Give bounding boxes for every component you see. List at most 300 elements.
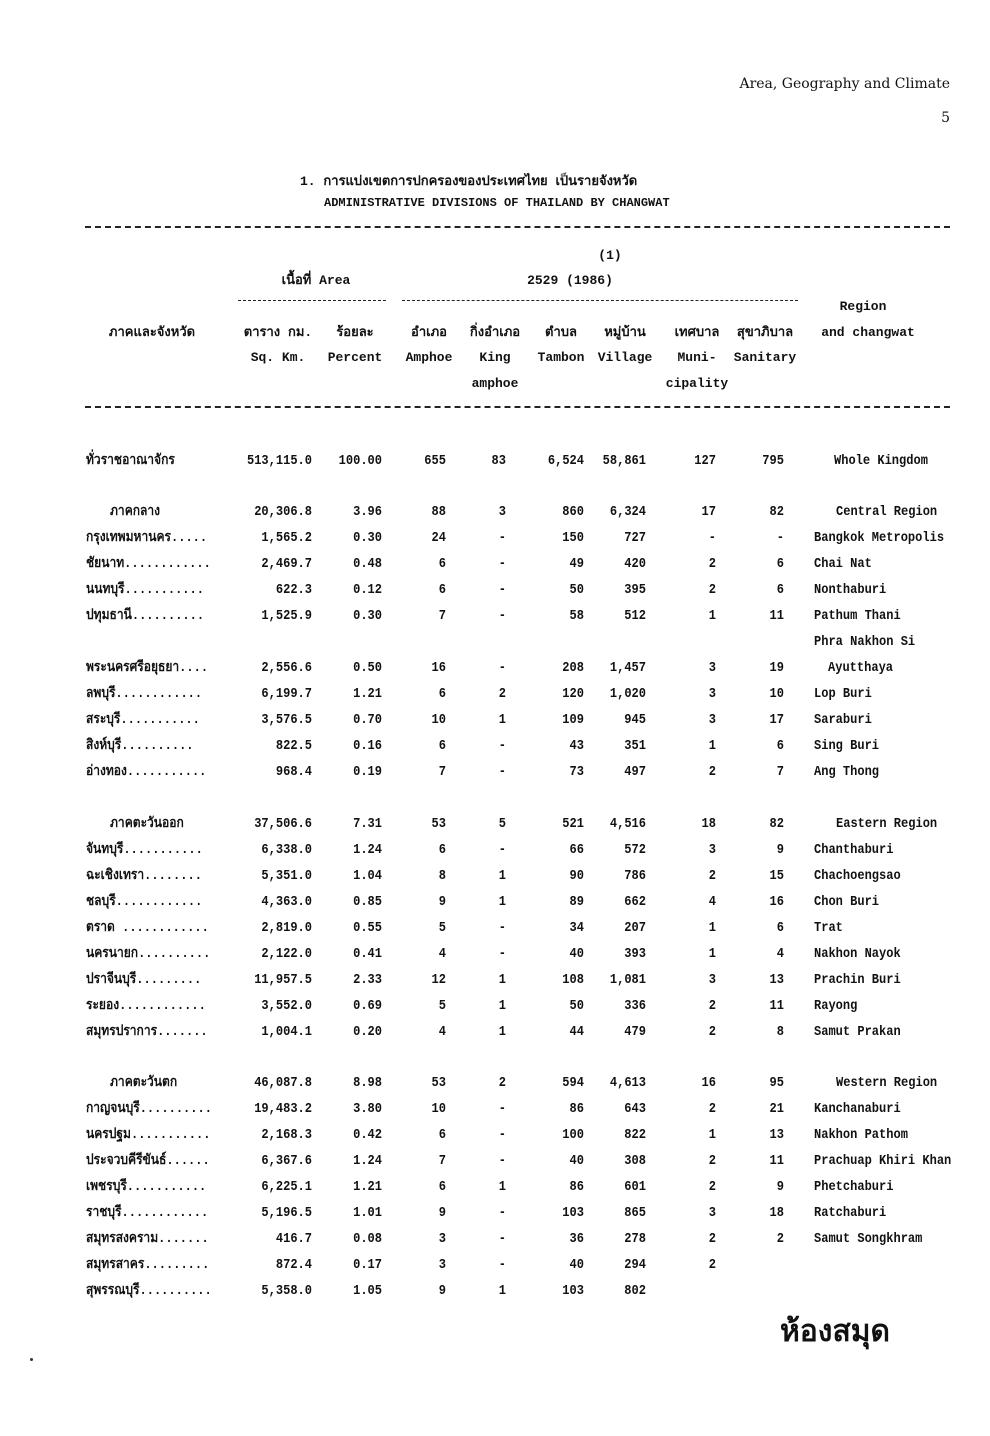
cell-village: 1,457 xyxy=(609,660,646,676)
cell-village: 662 xyxy=(624,894,646,910)
cell-tambon: 40 xyxy=(569,1257,584,1273)
cell-king: 1 xyxy=(498,868,506,884)
table-row xyxy=(0,499,990,525)
cell-village: 1,081 xyxy=(609,972,646,988)
cell-amphoe: 53 xyxy=(431,816,446,832)
cell-pct: 3.80 xyxy=(353,1101,382,1117)
cell-pct: 0.30 xyxy=(353,530,382,546)
cell-pct: 0.50 xyxy=(353,660,382,676)
cell-th: สมุทรสาคร......... xyxy=(86,1257,210,1273)
cell-amphoe: 3 xyxy=(438,1257,446,1273)
cell-en: Phra Nakhon Si xyxy=(814,634,916,650)
cell-en: Kanchanaburi xyxy=(814,1101,901,1117)
cell-sanitary: 95 xyxy=(769,1075,784,1091)
cell-pct: 0.69 xyxy=(353,998,382,1014)
cell-sanitary: 7 xyxy=(776,764,784,780)
table-row xyxy=(0,1252,990,1278)
cell-muni: 3 xyxy=(708,972,716,988)
cell-en: Rayong xyxy=(814,998,858,1014)
header-sqkm-english: Sq. Km. xyxy=(250,350,306,365)
cell-area: 6,367.6 xyxy=(261,1153,312,1169)
cell-th: พระนครศรีอยุธยา.... xyxy=(86,660,209,676)
cell-sanitary: 9 xyxy=(776,842,784,858)
cell-muni: 127 xyxy=(694,453,716,469)
cell-village: 479 xyxy=(624,1024,646,1040)
cell-pct: 100.00 xyxy=(338,453,382,469)
cell-amphoe: 24 xyxy=(431,530,446,546)
header-bottom-rule xyxy=(85,406,950,408)
cell-pct: 8.98 xyxy=(353,1075,382,1091)
cell-amphoe: 6 xyxy=(438,738,446,754)
cell-amphoe: 6 xyxy=(438,556,446,572)
cell-amphoe: 10 xyxy=(431,1101,446,1117)
cell-area: 822.5 xyxy=(275,738,312,754)
table-row xyxy=(0,577,990,603)
table-title-english: ADMINISTRATIVE DIVISIONS OF THAILAND BY CHANGWAT xyxy=(324,196,670,210)
cell-pct: 0.20 xyxy=(353,1024,382,1040)
cell-muni: - xyxy=(708,530,716,546)
cell-king: - xyxy=(498,764,506,780)
cell-sanitary: 6 xyxy=(776,738,784,754)
cell-king: - xyxy=(498,946,506,962)
cell-village: 4,613 xyxy=(609,1075,646,1091)
cell-king: 1 xyxy=(498,894,506,910)
cell-tambon: 73 xyxy=(569,764,584,780)
cell-amphoe: 10 xyxy=(431,712,446,728)
table-row xyxy=(0,707,990,733)
cell-area: 6,199.7 xyxy=(261,686,312,702)
cell-sanitary: 11 xyxy=(769,998,784,1014)
cell-village: 6,324 xyxy=(609,504,646,520)
cell-muni: 1 xyxy=(708,608,716,624)
cell-tambon: 86 xyxy=(569,1101,584,1117)
cell-tambon: 86 xyxy=(569,1179,584,1195)
cell-th: สิงห์บุรี.......... xyxy=(86,738,194,754)
cell-sanitary: 2 xyxy=(776,1231,784,1247)
cell-king: 1 xyxy=(498,1179,506,1195)
cell-muni: 1 xyxy=(708,920,716,936)
cell-th: เพชรบุรี........... xyxy=(86,1179,207,1195)
cell-sanitary: 11 xyxy=(769,608,784,624)
cell-pct: 1.21 xyxy=(353,686,382,702)
cell-en: Chai Nat xyxy=(814,556,872,572)
page-section-title: Area, Geography and Climate xyxy=(739,76,950,92)
cell-sanitary: 6 xyxy=(776,582,784,598)
cell-th: ทั่วราชอาณาจักร xyxy=(86,453,175,469)
cell-pct: 1.01 xyxy=(353,1205,382,1221)
table-row xyxy=(0,1226,990,1252)
cell-area: 1,525.9 xyxy=(261,608,312,624)
cell-th: จันทบุรี........... xyxy=(86,842,203,858)
cell-amphoe: 5 xyxy=(438,998,446,1014)
cell-king: 1 xyxy=(498,998,506,1014)
cell-amphoe: 12 xyxy=(431,972,446,988)
cell-th: ลพบุรี............ xyxy=(86,686,203,702)
cell-en: Prachuap Khiri Khan xyxy=(814,1153,952,1169)
cell-village: 945 xyxy=(624,712,646,728)
cell-sanitary: 6 xyxy=(776,556,784,572)
cell-area: 968.4 xyxy=(275,764,312,780)
header-sanitary-english: Sanitary xyxy=(733,350,797,365)
cell-area: 46,087.8 xyxy=(254,1075,312,1091)
cell-village: 207 xyxy=(624,920,646,936)
cell-pct: 1.04 xyxy=(353,868,382,884)
header-king-english-2: amphoe xyxy=(471,376,519,391)
cell-tambon: 58 xyxy=(569,608,584,624)
cell-th: กรุงเทพมหานคร..... xyxy=(86,530,208,546)
cell-area: 37,506.6 xyxy=(254,816,312,832)
cell-muni: 2 xyxy=(708,1024,716,1040)
cell-th: อ่างทอง........... xyxy=(86,764,207,780)
table-row xyxy=(0,1122,990,1148)
cell-th: สุพรรณบุรี.......... xyxy=(86,1283,212,1299)
cell-pct: 0.12 xyxy=(353,582,382,598)
cell-muni: 16 xyxy=(701,1075,716,1091)
cell-amphoe: 4 xyxy=(438,946,446,962)
cell-area: 5,196.5 xyxy=(261,1205,312,1221)
cell-king: - xyxy=(498,1101,506,1117)
cell-th: ตราด ............ xyxy=(86,920,209,936)
table-row xyxy=(0,811,990,837)
table-row xyxy=(0,1096,990,1122)
table-row xyxy=(0,603,990,629)
header-tambon-english: Tambon xyxy=(537,350,585,365)
table-row xyxy=(0,1200,990,1226)
cell-th: ปทุมธานี.......... xyxy=(86,608,205,624)
cell-village: 822 xyxy=(624,1127,646,1143)
cell-en: Eastern Region xyxy=(836,816,938,832)
cell-area: 2,556.6 xyxy=(261,660,312,676)
cell-area: 2,122.0 xyxy=(261,946,312,962)
cell-sanitary: 19 xyxy=(769,660,784,676)
cell-pct: 0.41 xyxy=(353,946,382,962)
cell-muni: 17 xyxy=(701,504,716,520)
library-stamp: ห้องสมุด xyxy=(780,1314,891,1349)
cell-village: 308 xyxy=(624,1153,646,1169)
cell-en: Bangkok Metropolis xyxy=(814,530,945,546)
cell-village: 393 xyxy=(624,946,646,962)
cell-area: 513,115.0 xyxy=(246,453,312,469)
cell-en: Whole Kingdom xyxy=(834,453,928,469)
cell-area: 622.3 xyxy=(275,582,312,598)
cell-sanitary: 82 xyxy=(769,816,784,832)
cell-amphoe: 6 xyxy=(438,582,446,598)
cell-muni: 2 xyxy=(708,1231,716,1247)
table-row xyxy=(0,1174,990,1200)
cell-amphoe: 3 xyxy=(438,1231,446,1247)
header-village-thai: หมู่บ้าน xyxy=(604,325,646,340)
cell-en: Chon Buri xyxy=(814,894,880,910)
cell-tambon: 120 xyxy=(562,686,584,702)
cell-pct: 1.21 xyxy=(353,1179,382,1195)
cell-amphoe: 7 xyxy=(438,608,446,624)
cell-en: Ang Thong xyxy=(814,764,880,780)
cell-sanitary: 18 xyxy=(769,1205,784,1221)
cell-sanitary: - xyxy=(776,530,784,546)
cell-sanitary: 15 xyxy=(769,868,784,884)
cell-sanitary: 10 xyxy=(769,686,784,702)
cell-area: 5,351.0 xyxy=(261,868,312,884)
cell-amphoe: 7 xyxy=(438,764,446,780)
table-row xyxy=(0,629,990,655)
header-region-english-2: and changwat xyxy=(821,325,915,340)
cell-sanitary: 13 xyxy=(769,972,784,988)
cell-king: - xyxy=(498,920,506,936)
cell-king: 1 xyxy=(498,1283,506,1299)
cell-muni: 2 xyxy=(708,556,716,572)
cell-muni: 2 xyxy=(708,868,716,884)
cell-village: 497 xyxy=(624,764,646,780)
table-row xyxy=(0,759,990,785)
header-muni-thai: เทศบาล xyxy=(674,325,720,340)
cell-area: 11,957.5 xyxy=(254,972,312,988)
cell-village: 351 xyxy=(624,738,646,754)
cell-en: Nakhon Nayok xyxy=(814,946,901,962)
cell-pct: 0.16 xyxy=(353,738,382,754)
cell-amphoe: 88 xyxy=(431,504,446,520)
cell-en: Chanthaburi xyxy=(814,842,894,858)
cell-en: Saraburi xyxy=(814,712,872,728)
cell-th: นครปฐม........... xyxy=(86,1127,211,1143)
cell-area: 20,306.8 xyxy=(254,504,312,520)
note-marker: (1) xyxy=(598,248,622,263)
cell-area: 416.7 xyxy=(275,1231,312,1247)
cell-th: ระยอง............ xyxy=(86,998,206,1014)
cell-king: - xyxy=(498,1153,506,1169)
cell-village: 643 xyxy=(624,1101,646,1117)
cell-village: 58,861 xyxy=(602,453,646,469)
cell-tambon: 34 xyxy=(569,920,584,936)
table-row xyxy=(0,1278,990,1304)
cell-muni: 18 xyxy=(701,816,716,832)
header-sanitary-thai: สุขาภิบาล xyxy=(736,325,794,340)
cell-king: 1 xyxy=(498,712,506,728)
cell-king: - xyxy=(498,530,506,546)
cell-area: 4,363.0 xyxy=(261,894,312,910)
cell-pct: 1.24 xyxy=(353,1153,382,1169)
cell-en: Samut Prakan xyxy=(814,1024,901,1040)
cell-sanitary: 9 xyxy=(776,1179,784,1195)
cell-area: 1,565.2 xyxy=(261,530,312,546)
cell-village: 572 xyxy=(624,842,646,858)
cell-amphoe: 8 xyxy=(438,868,446,884)
cell-tambon: 109 xyxy=(562,712,584,728)
cell-muni: 2 xyxy=(708,582,716,598)
cell-amphoe: 9 xyxy=(438,1283,446,1299)
table-row xyxy=(0,993,990,1019)
cell-muni: 2 xyxy=(708,1101,716,1117)
cell-th: ภาคตะวันตก xyxy=(110,1075,178,1091)
cell-sanitary: 16 xyxy=(769,894,784,910)
cell-area: 6,225.1 xyxy=(261,1179,312,1195)
header-king-english-1: King xyxy=(479,350,511,365)
cell-area: 2,168.3 xyxy=(261,1127,312,1143)
cell-king: - xyxy=(498,556,506,572)
cell-en: Ayutthaya xyxy=(828,660,894,676)
cell-muni: 1 xyxy=(708,1127,716,1143)
cell-king: - xyxy=(498,738,506,754)
scan-speck xyxy=(30,1358,33,1361)
header-king-thai: กิ่งอำเภอ xyxy=(469,325,521,340)
cell-king: - xyxy=(498,1231,506,1247)
cell-tambon: 521 xyxy=(562,816,584,832)
cell-area: 3,576.5 xyxy=(261,712,312,728)
table-row xyxy=(0,1019,990,1045)
cell-king: 5 xyxy=(498,816,506,832)
cell-sanitary: 4 xyxy=(776,946,784,962)
cell-area: 6,338.0 xyxy=(261,842,312,858)
cell-tambon: 40 xyxy=(569,946,584,962)
cell-th: สมุทรปราการ....... xyxy=(86,1024,208,1040)
table-row xyxy=(0,681,990,707)
cell-en: Nonthaburi xyxy=(814,582,887,598)
cell-amphoe: 9 xyxy=(438,894,446,910)
cell-en: Nakhon Pathom xyxy=(814,1127,908,1143)
cell-area: 872.4 xyxy=(275,1257,312,1273)
cell-en: Phetchaburi xyxy=(814,1179,894,1195)
cell-area: 5,358.0 xyxy=(261,1283,312,1299)
cell-amphoe: 7 xyxy=(438,1153,446,1169)
header-region-english-1: Region xyxy=(839,299,887,314)
cell-tambon: 44 xyxy=(569,1024,584,1040)
table-row xyxy=(0,551,990,577)
cell-king: - xyxy=(498,608,506,624)
cell-village: 294 xyxy=(624,1257,646,1273)
cell-en: Western Region xyxy=(836,1075,938,1091)
cell-muni: 3 xyxy=(708,660,716,676)
cell-king: - xyxy=(498,660,506,676)
cell-village: 786 xyxy=(624,868,646,884)
cell-th: นนทบุรี........... xyxy=(86,582,204,598)
cell-th: กาญจนบุรี.......... xyxy=(86,1101,212,1117)
cell-village: 420 xyxy=(624,556,646,572)
cell-tambon: 49 xyxy=(569,556,584,572)
header-percent-thai: ร้อยละ xyxy=(336,325,374,340)
cell-tambon: 150 xyxy=(562,530,584,546)
cell-en: Prachin Buri xyxy=(814,972,901,988)
cell-sanitary: 11 xyxy=(769,1153,784,1169)
cell-muni: 3 xyxy=(708,712,716,728)
cell-king: - xyxy=(498,1127,506,1143)
cell-pct: 0.85 xyxy=(353,894,382,910)
cell-tambon: 89 xyxy=(569,894,584,910)
cell-village: 727 xyxy=(624,530,646,546)
cell-tambon: 103 xyxy=(562,1205,584,1221)
cell-king: 2 xyxy=(498,1075,506,1091)
cell-en: Central Region xyxy=(836,504,938,520)
table-row xyxy=(0,967,990,993)
cell-th: ภาคกลาง xyxy=(110,504,161,520)
cell-en: Sing Buri xyxy=(814,738,880,754)
cell-amphoe: 6 xyxy=(438,842,446,858)
cell-muni: 1 xyxy=(708,738,716,754)
cell-th: ฉะเชิงเทรา........ xyxy=(86,868,202,884)
cell-pct: 7.31 xyxy=(353,816,382,832)
cell-th: ชัยนาท............ xyxy=(86,556,211,572)
cell-tambon: 40 xyxy=(569,1153,584,1169)
cell-th: ภาคตะวันออก xyxy=(110,816,184,832)
cell-en: Ratchaburi xyxy=(814,1205,887,1221)
cell-king: 1 xyxy=(498,1024,506,1040)
cell-amphoe: 6 xyxy=(438,1127,446,1143)
cell-en: Chachoengsao xyxy=(814,868,901,884)
cell-area: 3,552.0 xyxy=(261,998,312,1014)
header-amphoe-english: Amphoe xyxy=(405,350,453,365)
cell-sanitary: 8 xyxy=(776,1024,784,1040)
cell-pct: 0.30 xyxy=(353,608,382,624)
cell-king: - xyxy=(498,1257,506,1273)
cell-pct: 0.17 xyxy=(353,1257,382,1273)
cell-en: Lop Buri xyxy=(814,686,872,702)
cell-tambon: 860 xyxy=(562,504,584,520)
cell-village: 395 xyxy=(624,582,646,598)
cell-tambon: 90 xyxy=(569,868,584,884)
year-group-rule xyxy=(402,300,798,301)
cell-muni: 2 xyxy=(708,1257,716,1273)
cell-muni: 2 xyxy=(708,764,716,780)
table-row xyxy=(0,1148,990,1174)
cell-pct: 0.70 xyxy=(353,712,382,728)
cell-area: 19,483.2 xyxy=(254,1101,312,1117)
header-tambon-thai: ตำบล xyxy=(545,325,577,340)
cell-th: ปราจีนบุรี......... xyxy=(86,972,202,988)
cell-amphoe: 9 xyxy=(438,1205,446,1221)
cell-king: - xyxy=(498,582,506,598)
cell-pct: 0.48 xyxy=(353,556,382,572)
header-percent-english: Percent xyxy=(327,350,383,365)
cell-amphoe: 6 xyxy=(438,686,446,702)
header-muni-english-2: cipality xyxy=(665,376,729,391)
table-row xyxy=(0,1070,990,1096)
cell-village: 802 xyxy=(624,1283,646,1299)
cell-king: 2 xyxy=(498,686,506,702)
cell-village: 336 xyxy=(624,998,646,1014)
year-group-header: 2529 (1986) xyxy=(527,273,613,288)
cell-tambon: 66 xyxy=(569,842,584,858)
cell-pct: 1.05 xyxy=(353,1283,382,1299)
cell-pct: 0.55 xyxy=(353,920,382,936)
cell-king: - xyxy=(498,1205,506,1221)
cell-sanitary: 13 xyxy=(769,1127,784,1143)
header-sqkm-thai: ตาราง กม. xyxy=(243,325,313,340)
cell-th: ชลบุรี............ xyxy=(86,894,203,910)
cell-amphoe: 4 xyxy=(438,1024,446,1040)
cell-pct: 1.24 xyxy=(353,842,382,858)
cell-amphoe: 53 xyxy=(431,1075,446,1091)
cell-amphoe: 16 xyxy=(431,660,446,676)
cell-area: 1,004.1 xyxy=(261,1024,312,1040)
area-group-header: เนื้อที่ Area xyxy=(281,273,351,288)
table-row xyxy=(0,525,990,551)
cell-village: 1,020 xyxy=(609,686,646,702)
cell-sanitary: 6 xyxy=(776,920,784,936)
cell-king: 83 xyxy=(491,453,506,469)
cell-pct: 0.08 xyxy=(353,1231,382,1247)
cell-tambon: 208 xyxy=(562,660,584,676)
cell-th: ราชบุรี............ xyxy=(86,1205,209,1221)
cell-village: 601 xyxy=(624,1179,646,1195)
table-row xyxy=(0,448,990,474)
cell-muni: 3 xyxy=(708,842,716,858)
cell-sanitary: 795 xyxy=(762,453,784,469)
cell-tambon: 6,524 xyxy=(547,453,584,469)
cell-muni: 4 xyxy=(708,894,716,910)
cell-muni: 1 xyxy=(708,946,716,962)
cell-king: 1 xyxy=(498,972,506,988)
cell-pct: 0.42 xyxy=(353,1127,382,1143)
table-row xyxy=(0,733,990,759)
header-muni-english-1: Muni- xyxy=(677,350,717,365)
